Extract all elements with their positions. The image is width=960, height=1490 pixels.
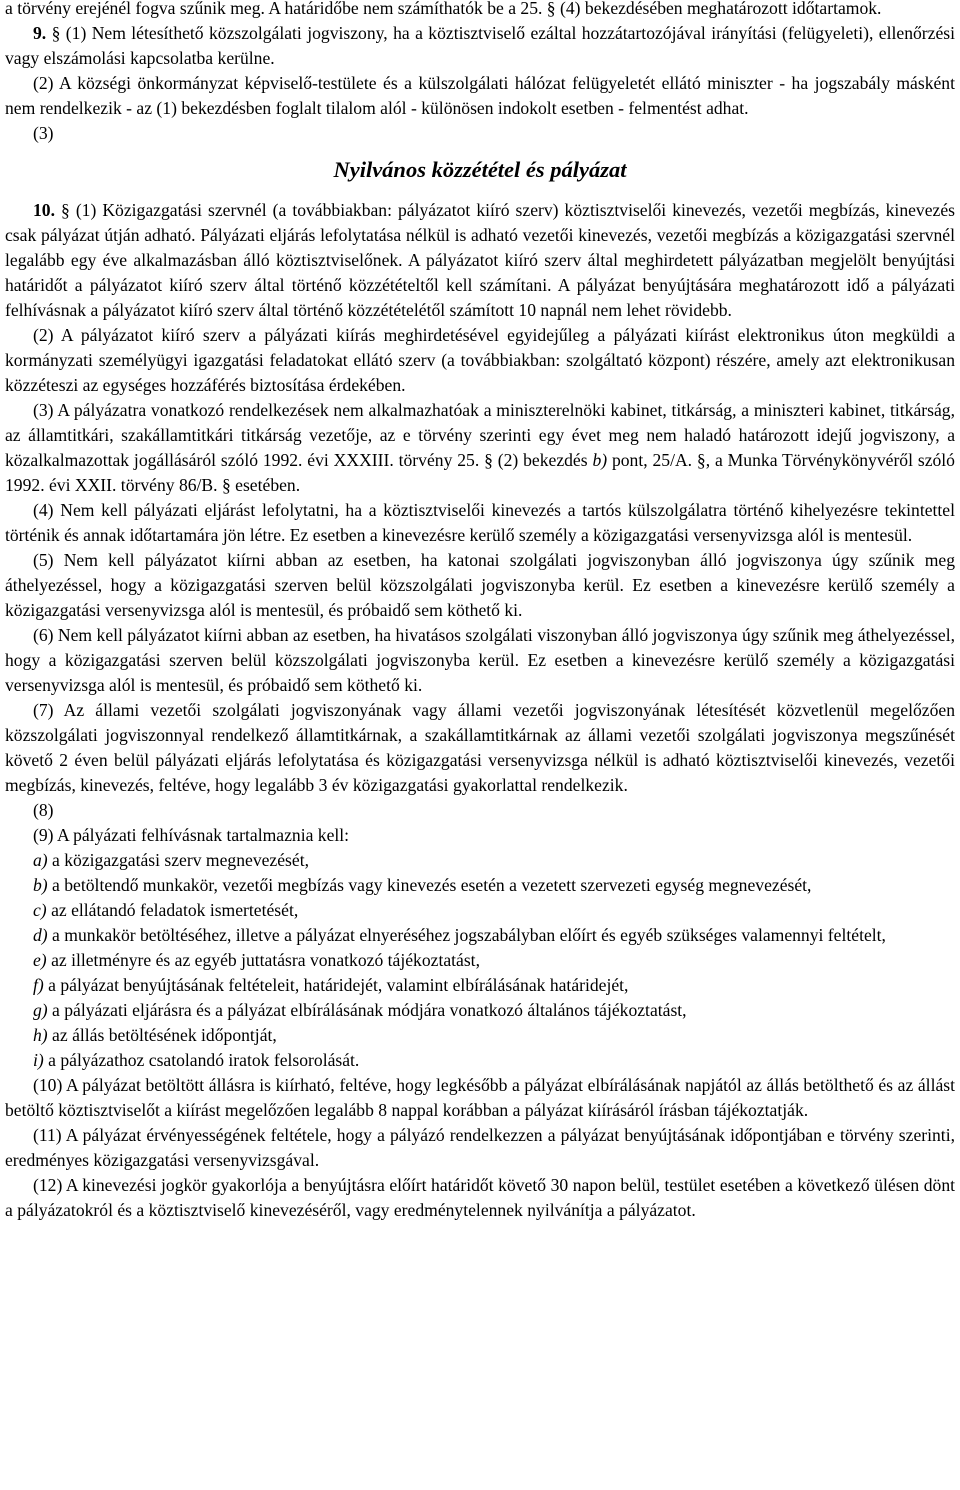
list-item bbox=[5, 898, 955, 923]
section-number: 9. bbox=[33, 23, 47, 43]
section-10-paragraph-12: (12) A kinevezési jogkör gyakorlója a benyújtásra előírt határidőt követő 30 napon belül, testület esetében a következő ülésen dönt a pályázatokról és a köztisztviselő kinevezéséről, vagy eredménytelennek nyilvánítja a pályázatot. bbox=[5, 1175, 955, 1220]
section-10-paragraph-11: (11) A pályázat érvényességének feltétele, hogy a pályázó rendelkezzen a pályázat benyújtásának időpontjában e törvény szerinti, eredményes közigazgatási versenyvizsgával. bbox=[5, 1125, 955, 1170]
list-item-text: a pályázat benyújtásának feltételeit, határidejét, valamint elbírálásának határidejét, bbox=[43, 975, 629, 995]
list-item-letter: d) bbox=[33, 925, 48, 945]
list-item-letter: e) bbox=[33, 950, 47, 970]
section-10-paragraph-6: (6) Nem kell pályázatot kiírni abban az esetben, ha hivatásos szolgálati viszonyban álló jogviszonya úgy szűnik meg áthelyezéssel, hogy a közigazgatási szerven belül közszolgálati jogviszonyba kerül. Ez esetben a kinevezésre kerülő személy a közigazgatási versenyvizsga alól is mentesül, és próbaidő sem köthető ki. bbox=[5, 625, 955, 695]
list-item bbox=[5, 873, 955, 898]
section-10-paragraph-7: (7) Az állami vezetői szolgálati jogviszonyának vagy állami vezetői jogviszonyának létesítését közvetlenül megelőzően közszolgálati jogviszonnyal rendelkező államtitkárnak, a szakállamtitkárnak az állami vezetői szolgálati jogviszonya megszűnését követő 2 éven belül pályázati eljárás lefolytatása és közigazgatási versenyvizsga nélkül is adható köztisztviselői kinevezés, vezetői megbízás, kinevezés, feltéve, hogy legalább 3 év közigazgatási gyakorlattal rendelkezik. bbox=[5, 700, 955, 795]
paragraph-text: § (1) Nem létesíthető közszolgálati jogviszony, ha a köztisztviselő ezáltal hozzátartozójával irányítási (felügyeleti), ellenőrzési vagy elszámolási kapcsolatba kerülne. bbox=[5, 23, 955, 68]
requirements-list bbox=[5, 848, 955, 1073]
paragraph-intro: a törvény erejénél fogva szűnik meg. A határidőbe nem számíthatók be a 25. § (4) bekezdésében meghatározott időtartamok. bbox=[5, 0, 882, 18]
list-item-text: a pályázathoz csatolandó iratok felsorolását. bbox=[43, 1050, 360, 1070]
section-9-paragraph-3: (3) bbox=[33, 123, 54, 143]
section-number: 10. bbox=[33, 200, 55, 220]
list-item-letter: c) bbox=[33, 900, 47, 920]
list-item bbox=[5, 1023, 955, 1048]
section-10-paragraph-5: (5) Nem kell pályázatot kiírni abban az esetben, ha katonai szolgálati jogviszonyban álló jogviszonya úgy szűnik meg áthelyezéssel, hogy a közigazgatási szerven belül közszolgálati jogviszonyba kerül. Ez esetben a kinevezésre kerülő személy a közigazgatási versenyvizsga alól is mentesül, és próbaidő sem köthető ki. bbox=[5, 550, 955, 620]
list-item bbox=[5, 848, 955, 873]
list-item-letter: a) bbox=[33, 850, 48, 870]
list-item bbox=[5, 1048, 955, 1073]
list-item-text: az állás betöltésének időpontját, bbox=[47, 1025, 277, 1045]
list-item bbox=[5, 948, 955, 973]
list-item-text: az illetményre és az egyéb juttatásra vonatkozó tájékoztatást, bbox=[46, 950, 480, 970]
list-item-letter: i) bbox=[33, 1050, 44, 1070]
point-reference: b) bbox=[592, 450, 608, 470]
paragraph-text: (3) A pályázatra vonatkozó rendelkezések nem alkalmazhatóak a miniszterelnöki kabinet, titkárság, a miniszteri kabinet, titkárság, az államtitkári, szakállamtitkári titkárság vezetője, az e törvény szerinti egy évet meg nem haladó határozott idejű jogviszony, a közalkalmazottak jogállásáról szóló 1992. évi XXXIII. törvény 25. § (2) bekezdés bbox=[5, 400, 955, 470]
list-item bbox=[5, 973, 955, 998]
list-item bbox=[5, 923, 955, 948]
list-item-text: a pályázati eljárásra és a pályázat elbírálásának módjára vonatkozó általános tájékoztatást, bbox=[47, 1000, 687, 1020]
list-item-text: a betöltendő munkakör, vezetői megbízás vagy kinevezés esetén a vezetett szervezeti egység megnevezését, bbox=[47, 875, 812, 895]
list-item-text: a közigazgatási szerv megnevezését, bbox=[47, 850, 309, 870]
section-10-paragraph-10: (10) A pályázat betöltött állásra is kiírható, feltéve, hogy legkésőbb a pályázat elbírálásának napjától az állás betölthető és az állást betöltő köztisztviselőt a kiírást megelőzően legalább 8 nappal korábban a pályázat kiírásáról írásban tájékoztatják. bbox=[5, 1075, 955, 1120]
list-item-letter: h) bbox=[33, 1025, 48, 1045]
section-10-paragraph-3 bbox=[5, 398, 955, 498]
list-item bbox=[5, 998, 955, 1023]
document-page bbox=[5, 0, 955, 1223]
section-9-paragraph-2: (2) A községi önkormányzat képviselő-testülete és a külszolgálati hálózat felügyeletét ellátó miniszter - ha jogszabály másként nem rendelkezik - az (1) bekezdésben foglalt tilalom alól - különösen indokolt esetben - felmentést adhat. bbox=[5, 73, 955, 118]
paragraph-text: pont, 25/A. §, a Munka Törvénykönyvéről szóló 1992. évi XXII. törvény 86/B. § esetében. bbox=[5, 450, 955, 495]
section-heading: Nyilvános közzététel és pályázat bbox=[333, 157, 627, 182]
section-10-paragraph-8: (8) bbox=[33, 800, 54, 820]
list-item-letter: f) bbox=[33, 975, 44, 995]
list-item-letter: b) bbox=[33, 875, 48, 895]
section-10-paragraph-2: (2) A pályázatot kiíró szerv a pályázati kiírás meghirdetésével egyidejűleg a pályázati kiírást elektronikus úton megküldi a kormányzati személyügyi igazgatási feladatokat ellátó szerv (a továbbiakban: szolgáltató központ) részére, amely azt elektronikusan közzéteszi az egységes hozzáférés biztosítása érdekében. bbox=[5, 325, 955, 395]
section-10-paragraph-1 bbox=[5, 198, 955, 323]
section-10-paragraph-4: (4) Nem kell pályázati eljárást lefolytatni, ha a köztisztviselői kinevezés a tartós külszolgálatra történő kihelyezésre tekintettel történik és annak időtartamára jön létre. Ez esetben a kinevezésre kerülő személy a közigazgatási versenyvizsga alól is mentesül. bbox=[5, 500, 955, 545]
list-item-text: az ellátandó feladatok ismertetését, bbox=[46, 900, 299, 920]
list-item-text: a munkakör betöltéséhez, illetve a pályázat elnyeréséhez jogszabályban előírt és egyéb szükséges valamennyi feltételt, bbox=[47, 925, 886, 945]
paragraph-text: § (1) Közigazgatási szervnél (a továbbiakban: pályázatot kiíró szerv) köztisztviselői kinevezés, vezetői megbízás, kinevezés csak pályázat útján adható. Pályázati eljárás lefolytatása nélkül is adható vezetői kinevezés, vezetői megbízás a közigazgatási szervnél legalább egy éve alkalmazásban álló köztisztviselőnek. A pályázatot kiíró szerv által meghirdetett pályázatban megjelölt benyújtási határidőt a pályázatot kiíró szerv által történő közzétételtől kell számítani. A pályázat benyújtására meghatározott idő a pályázati felhívásnak a pályázatot kiíró szerv által történő közzétételétől számított 10 napnál nem lehet rövidebb. bbox=[5, 200, 955, 320]
section-9-paragraph-1 bbox=[5, 21, 955, 71]
section-10-paragraph-9: (9) A pályázati felhívásnak tartalmaznia kell: bbox=[33, 825, 350, 845]
list-item-letter: g) bbox=[33, 1000, 48, 1020]
